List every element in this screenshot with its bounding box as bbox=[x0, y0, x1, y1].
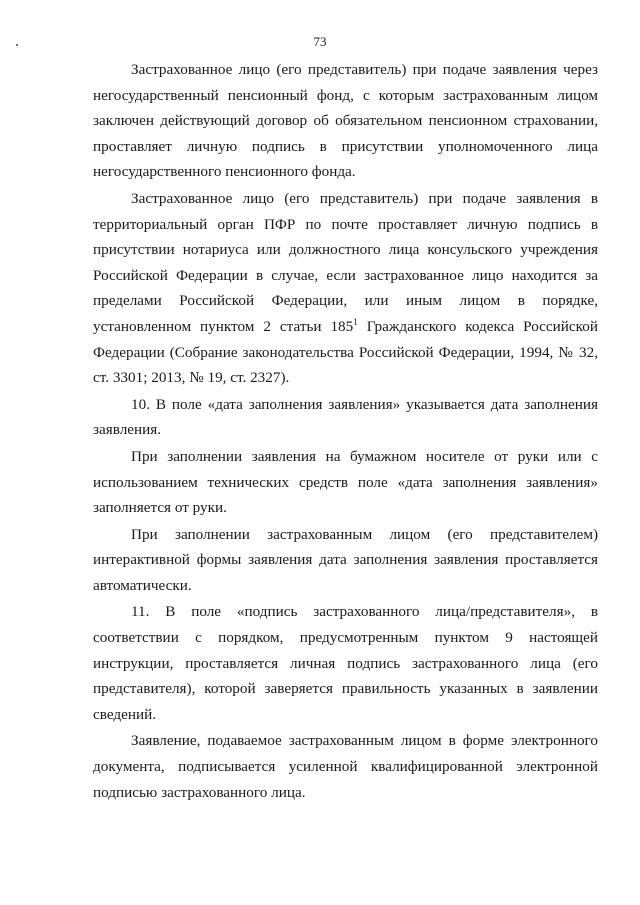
paragraph-signature-npf: Застрахованное лицо (его представитель) при подаче заявления через негосударственный пенсионный фонд, с которым застрахованным лицом заключен действующий договор об обязательном пенсионном страховании, проставляет личную подпись в присутствии уполномоченного лица негосударственного пенсионного фонда. bbox=[93, 61, 598, 181]
paragraph-item-10: 10. В поле «дата заполнения заявления» указывается дата заполнения заявления. bbox=[93, 395, 598, 439]
document-body bbox=[93, 57, 598, 805]
paragraph-signature-mail-text-cont: Гражданского кодекса Российской Федерации (Собрание законодательства Российской Федерации, 1994, № 32, ст. 3301; 2013, № 19, ст. 2327). bbox=[93, 317, 598, 387]
paragraph-item-11: 11. В поле «подпись застрахованного лица/представителя», в соответствии с порядком, предусмотренным пунктом 9 настоящей инструкции, проставляется личная подпись застрахованного лица (его представителя), которой заверяется правильность указанных в заявлении сведений. bbox=[93, 603, 598, 723]
paragraph-interactive-form: При заполнении застрахованным лицом (его представителем) интерактивной формы заявления дата заполнения заявления проставляется автоматически. bbox=[93, 525, 598, 594]
paragraph-paper-form: При заполнении заявления на бумажном носителе от руки или с использованием технических средств поле «дата заполнения заявления» заполняется от руки. bbox=[93, 447, 598, 517]
paragraph-electronic-document: Заявление, подаваемое застрахованным лицом в форме электронного документа, подписывается усиленной квалифицированной электронной подписью застрахованного лица. bbox=[93, 732, 598, 801]
paragraph-signature-mail bbox=[93, 186, 598, 391]
paragraph-signature-mail-text: Застрахованное лицо (его представитель) при подаче заявления в территориальный орган ПФР по почте проставляет личную подпись в присутствии нотариуса или должностного лица консульского учреждения Российской Федерации в случае, если застрахованное лицо находится за пределами Российской Федерации, или иным лицом в порядке, установленном пунктом 2 статьи 185 bbox=[93, 189, 598, 335]
superscript: 1 bbox=[353, 316, 358, 327]
page-number: 73 bbox=[313, 34, 327, 49]
